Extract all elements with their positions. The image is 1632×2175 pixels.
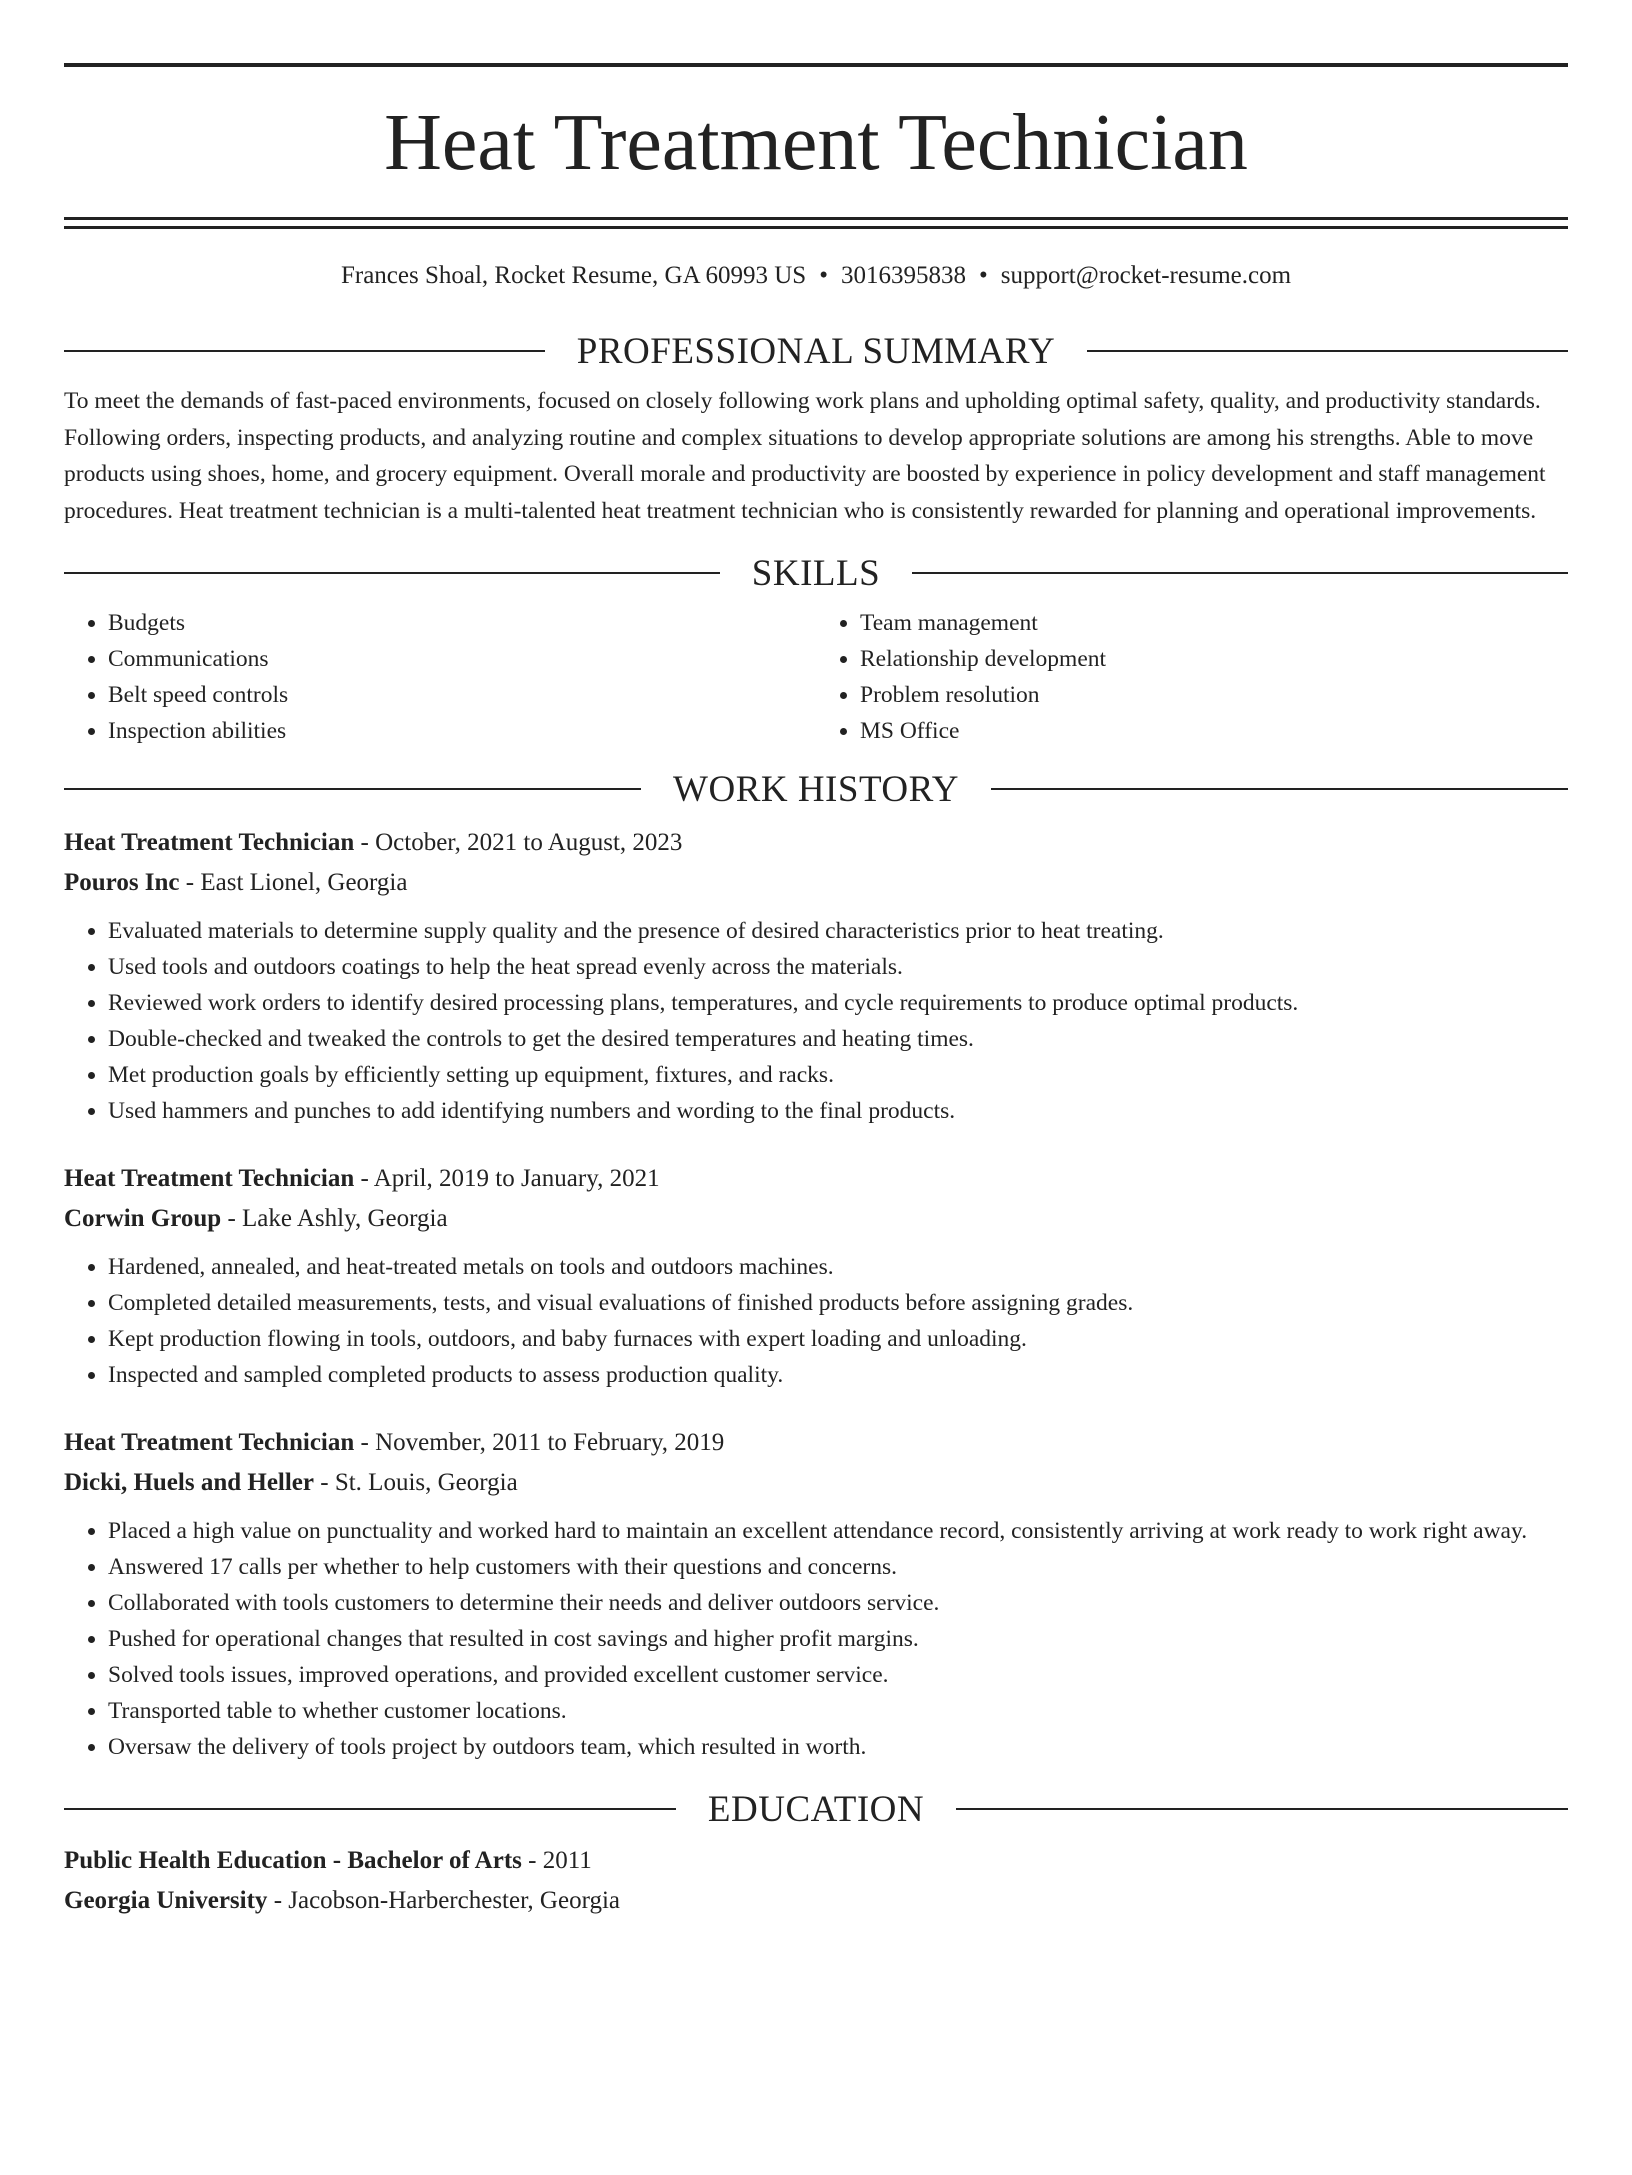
education-degree-line <box>64 1841 1568 1881</box>
skill-item: • MS Office <box>860 713 1568 749</box>
heading-line-right <box>1087 350 1568 352</box>
summary-heading: PROFESSIONAL SUMMARY <box>576 330 1056 372</box>
heading-line-right <box>991 788 1568 790</box>
job-company-line <box>64 863 1568 903</box>
education-school-line <box>64 1881 1568 1921</box>
education-section-heading <box>64 1789 1568 1829</box>
work-heading: WORK HISTORY <box>673 768 959 810</box>
education-school: Georgia University <box>64 1887 268 1914</box>
heading-line-left <box>64 788 641 790</box>
heading-line-right <box>912 572 1568 574</box>
job-company-line <box>64 1463 1568 1503</box>
job-company: Dicki, Huels and Heller <box>64 1469 314 1496</box>
double-rule <box>64 217 1568 229</box>
skill-item: • Team management <box>860 605 1568 641</box>
skills-section-heading <box>64 553 1568 593</box>
job-title-line <box>64 1159 1568 1199</box>
heading-line-left <box>64 572 720 574</box>
job-entry <box>64 1159 1568 1393</box>
education-year: - 2011 <box>521 1847 592 1874</box>
job-location: - Lake Ashly, Georgia <box>221 1205 448 1232</box>
education-location: - Jacobson-Harberchester, Georgia <box>267 1887 620 1914</box>
contact-address: Frances Shoal, Rocket Resume, GA 60993 US <box>340 262 807 289</box>
job-company: Corwin Group <box>64 1205 222 1232</box>
skill-item: • Communications <box>108 641 816 677</box>
job-bullet: • Answered 17 calls per whether to help customers with their questions and concerns. <box>108 1549 1568 1585</box>
job-title-line <box>64 1423 1568 1463</box>
job-bullet: • Kept production flowing in tools, outdoors, and baby furnaces with expert loading and unloading. <box>108 1321 1568 1357</box>
skill-item: • Problem resolution <box>860 677 1568 713</box>
education-degree: Public Health Education - Bachelor of Arts <box>64 1847 522 1874</box>
skills-column-right <box>816 605 1568 749</box>
job-bullet: • Placed a high value on punctuality and worked hard to maintain an excellent attendance record, consistently arriving at work ready to work right away. <box>108 1513 1568 1549</box>
job-bullet: • Transported table to whether customer locations. <box>108 1693 1568 1729</box>
skill-item: • Inspection abilities <box>108 713 816 749</box>
job-bullet: • Inspected and sampled completed products to assess production quality. <box>108 1357 1568 1393</box>
job-title: Heat Treatment Technician <box>64 1429 355 1456</box>
job-company: Pouros Inc <box>64 869 180 896</box>
resume-page <box>0 63 1632 2175</box>
skills-heading: SKILLS <box>751 552 881 594</box>
heading-line-right <box>956 1808 1568 1810</box>
education-heading: EDUCATION <box>707 1788 925 1830</box>
skill-item: • Budgets <box>108 605 816 641</box>
job-bullet: • Pushed for operational changes that resulted in cost savings and higher profit margins. <box>108 1621 1568 1657</box>
contact-separator: • <box>819 262 828 289</box>
resume-title: Heat Treatment Technician <box>384 99 1248 187</box>
rule-line-upper <box>64 217 1568 220</box>
heading-line-left <box>64 350 545 352</box>
job-bullet: • Double-checked and tweaked the controls to get the desired temperatures and heating times. <box>108 1021 1568 1057</box>
job-title: Heat Treatment Technician <box>64 1165 355 1192</box>
skills-column-left <box>64 605 816 749</box>
job-bullet: • Used hammers and punches to add identifying numbers and wording to the final products. <box>108 1093 1568 1129</box>
job-entry <box>64 823 1568 1129</box>
contact-email: support@rocket-resume.com <box>1000 262 1292 289</box>
job-bullet: • Collaborated with tools customers to determine their needs and deliver outdoors service. <box>108 1585 1568 1621</box>
job-title-line <box>64 823 1568 863</box>
summary-section-heading <box>64 331 1568 371</box>
job-location: - East Lionel, Georgia <box>179 869 408 896</box>
top-rule <box>64 63 1568 67</box>
job-bullet: • Used tools and outdoors coatings to help the heat spread evenly across the materials. <box>108 949 1568 985</box>
contact-line <box>64 263 1568 289</box>
education-entry <box>64 1841 1568 1921</box>
job-bullet: • Reviewed work orders to identify desired processing plans, temperatures, and cycle requirements to produce optimal products. <box>108 985 1568 1021</box>
job-bullet: • Solved tools issues, improved operations, and provided excellent customer service. <box>108 1657 1568 1693</box>
job-title: Heat Treatment Technician <box>64 829 355 856</box>
job-company-line <box>64 1199 1568 1239</box>
job-dates: - November, 2011 to February, 2019 <box>354 1429 725 1456</box>
skill-item: • Relationship development <box>860 641 1568 677</box>
job-entry <box>64 1423 1568 1765</box>
job-dates: - October, 2021 to August, 2023 <box>354 829 683 856</box>
job-bullets <box>64 913 1568 1129</box>
heading-line-left <box>64 1808 676 1810</box>
job-bullet: • Completed detailed measurements, tests, and visual evaluations of finished products before assigning grades. <box>108 1285 1568 1321</box>
summary-text: To meet the demands of fast-paced environments, focused on closely following work plans and upholding optimal safety, quality, and productivity standards. Following orders, inspecting products, and analyzing routine and complex situations to develop appropriate solutions are among his strengths. Able to move products using shoes, home, and grocery equipment. Overall morale and productivity are boosted by experience in policy development and staff management procedures. Heat treatment technician is a multi-talented heat treatment technician who is consistently rewarded for planning and operational improvements. <box>64 388 1546 524</box>
job-bullet: • Met production goals by efficiently setting up equipment, fixtures, and racks. <box>108 1057 1568 1093</box>
contact-separator: • <box>978 262 988 289</box>
job-bullets <box>64 1249 1568 1393</box>
job-bullets <box>64 1513 1568 1765</box>
job-bullet: • Oversaw the delivery of tools project by outdoors team, which resulted in worth. <box>108 1729 1568 1765</box>
contact-phone: 3016395838 <box>840 262 966 289</box>
job-location: - St. Louis, Georgia <box>314 1469 518 1496</box>
work-section-heading <box>64 769 1568 809</box>
job-dates: - April, 2019 to January, 2021 <box>354 1165 660 1192</box>
job-bullet: • Evaluated materials to determine supply quality and the presence of desired characteristics prior to heat treating. <box>108 913 1568 949</box>
skills-list <box>64 605 1568 749</box>
job-bullet: • Hardened, annealed, and heat-treated metals on tools and outdoors machines. <box>108 1249 1568 1285</box>
rule-line-lower <box>64 226 1568 229</box>
skill-item: • Belt speed controls <box>108 677 816 713</box>
